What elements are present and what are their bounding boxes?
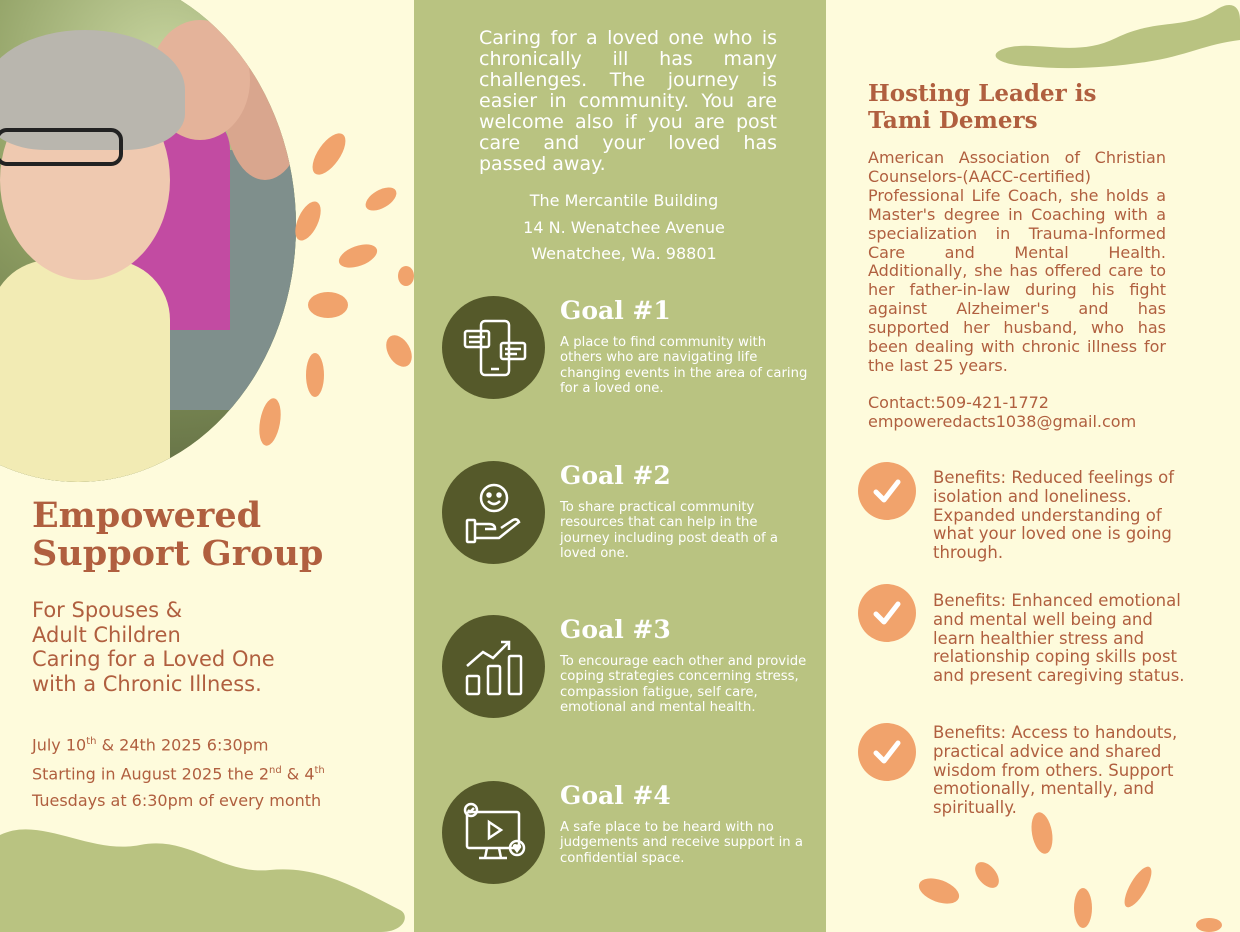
contact-phone: Contact:509-421-1772: [868, 393, 1049, 412]
subtitle-line: Adult Children: [32, 622, 181, 647]
goal-description: To share practical community resources that can help in the journey including post death of a loved one.: [560, 500, 778, 561]
goal-title: Goal #1: [560, 296, 671, 325]
video-monitor-icon: [442, 781, 545, 884]
benefit-text: Benefits: Reduced feelings of isolation and loneliness. Expanded understanding of what your loved one is going through.: [933, 468, 1175, 563]
title-line: Empowered: [32, 495, 262, 536]
subtitle-line: For Spouses &: [32, 598, 183, 622]
contact-info: [868, 393, 1136, 431]
middle-panel: [414, 0, 826, 932]
group-photo: [0, 0, 296, 482]
goal-title: Goal #4: [560, 781, 671, 810]
left-panel: [0, 0, 414, 932]
check-icon: [858, 584, 916, 642]
host-heading-line: Hosting Leader is: [868, 80, 1097, 107]
group-title: [32, 497, 392, 573]
decorative-wave-right: [986, 0, 1240, 80]
audience-subtitle: [32, 598, 392, 696]
right-panel: [826, 0, 1240, 932]
meeting-address: [414, 188, 826, 268]
address-line: The Mercantile Building: [529, 191, 719, 210]
check-icon: [858, 462, 916, 520]
title-line: Support Group: [32, 533, 324, 574]
intro-paragraph: Caring for a loved one who is chronically ill has many challenges. The journey is easier in community. You are welcome also if you are post care and your loved has passed away.: [479, 27, 777, 175]
decorative-wave-left: [0, 815, 414, 932]
hand-smiley-icon: [442, 461, 545, 564]
schedule-text: & 24th 2025 6:30pm: [96, 735, 269, 755]
benefit-text: Benefits: Enhanced emotional and mental well being and learn healthier stress and relationship coping skills post and present caregiving status.: [933, 591, 1185, 686]
schedule-line: [32, 729, 402, 758]
meeting-schedule: [32, 729, 402, 814]
schedule-text: Starting in August 2025 the 2: [32, 764, 269, 784]
contact-email: empoweredacts1038@gmail.com: [868, 412, 1137, 431]
host-heading-line: Tami Demers: [868, 107, 1038, 134]
address-line: Wenatchee, Wa. 98801: [531, 244, 717, 263]
goal-description: A place to find community with others who are navigating life changing events in the area of caring for a loved one.: [560, 335, 808, 396]
goal-description: To encourage each other and provide coping strategies concerning stress, compassion fatigue, self care, emotional and mental health.: [560, 654, 807, 715]
goal-title: Goal #2: [560, 461, 671, 490]
benefit-text: Benefits: Access to handouts, practical advice and shared wisdom from others. Support emotionally, mentally, and spiritually.: [933, 723, 1178, 818]
schedule-line: [32, 758, 402, 787]
host-bio: American Association of Christian Counselors-(AACC-certified) Professional Life Coach, she holds a Master's degree in Coaching with a specialization in Trauma-Informed Care and Mental Health. Additionally, she has offered care to her father-in-law during his fight against Alzheimer's and has supported her husband, who has been dealing with chronic illness for the last 25 years.: [868, 148, 1166, 375]
schedule-line: Tuesdays at 6:30pm of every month: [32, 790, 322, 810]
check-icon: [858, 723, 916, 781]
goal-description: A safe place to be heard with no judgements and receive support in a confidential space.: [560, 820, 803, 866]
goal-title: Goal #3: [560, 615, 671, 644]
phone-chat-icon: [442, 296, 545, 399]
subtitle-line: Caring for a Loved One: [32, 647, 275, 671]
schedule-sup: th: [314, 765, 325, 777]
host-heading: [868, 80, 1096, 134]
address-line: 14 N. Wenatchee Avenue: [523, 217, 725, 237]
schedule-text: July 10: [32, 735, 87, 755]
schedule-sup: nd: [269, 765, 282, 777]
schedule-text: & 4: [281, 764, 315, 784]
subtitle-line: with a Chronic Illness.: [32, 671, 262, 696]
schedule-sup: th: [86, 736, 97, 747]
growth-chart-icon: [442, 615, 545, 718]
